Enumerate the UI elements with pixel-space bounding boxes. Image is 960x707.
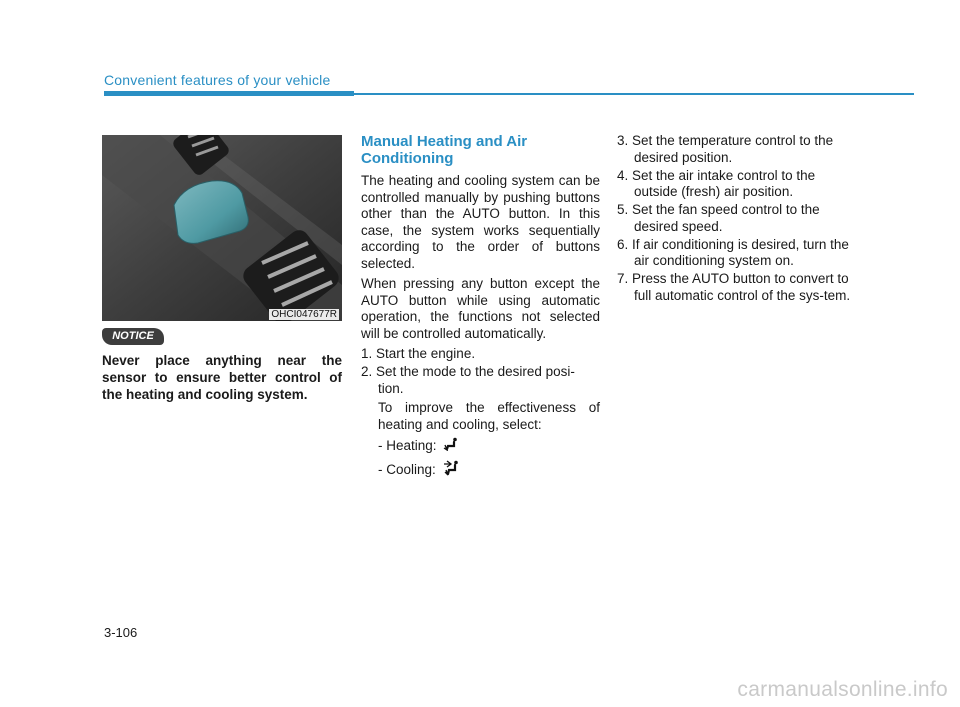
heating-label: - Heating: (378, 437, 437, 453)
step-item: 3. Set the temperature control to the desired position. (617, 133, 834, 165)
section-header-title: Convenient features of your vehicle (104, 72, 331, 88)
paragraph: The heating and cooling system can be controlled manually by pushing buttons other than the AUTO button. In this case, the system works sequentially according to the order of buttons selected. (361, 173, 600, 271)
step-item: 4. Set the air intake control to the outside (fresh) air position. (617, 167, 816, 199)
column-right (617, 133, 857, 306)
sensor-illustration (102, 135, 342, 321)
face-floor-mode-icon (443, 460, 461, 481)
step-item: 5. Set the fan speed control to the desired speed. (617, 202, 820, 234)
step-item: 1. Start the engine. (361, 346, 476, 361)
header-rule (354, 93, 914, 95)
page-number: 3-106 (104, 625, 138, 640)
cooling-line (361, 460, 600, 481)
step-note: To improve the effectiveness of heating and cooling, select: (378, 400, 600, 432)
sensor-photo (102, 135, 342, 321)
paragraph: When pressing any button except the AUTO button while using automatic operation, the functions not selected will be controlled automatically. (361, 276, 600, 341)
column-middle (361, 133, 600, 480)
notice-badge-label: NOTICE (112, 330, 154, 342)
watermark: carmanualsonline.info (737, 678, 948, 701)
cooling-label: - Cooling: (378, 461, 436, 477)
section-title: Manual Heating and Air Conditioning (361, 133, 528, 167)
notice-badge (102, 328, 164, 345)
heating-line (361, 437, 600, 456)
step-item: 2. Set the mode to the desired posi-tion. (361, 364, 575, 396)
header-accent-bar (104, 91, 354, 96)
floor-mode-icon (443, 437, 459, 456)
step-item: 7. Press the AUTO button to convert to full automatic control of the sys-tem. (617, 271, 851, 303)
figure-code: OHCI047677R (271, 309, 337, 320)
notice-text: Never place anything near the sensor to ensure better control of the heating and cooling system. (102, 353, 342, 402)
step-item: 6. If air conditioning is desired, turn the air conditioning system on. (617, 236, 849, 268)
